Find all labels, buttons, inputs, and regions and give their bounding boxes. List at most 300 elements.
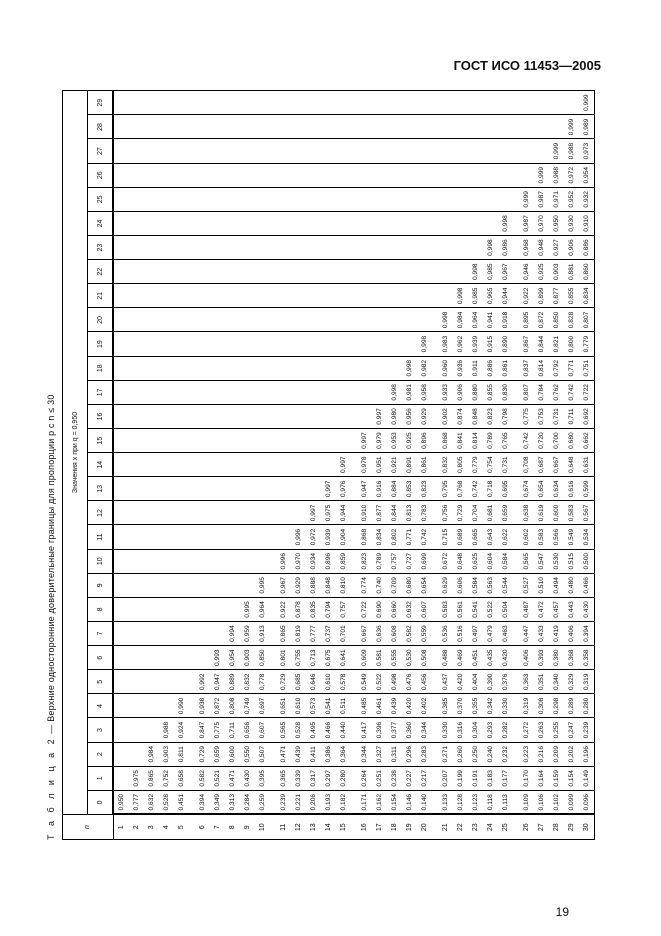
value-cell xyxy=(291,284,306,308)
value-cell xyxy=(159,597,174,621)
value-cell: 0,634 xyxy=(549,477,564,501)
value-cell: 0,789 xyxy=(372,549,387,573)
value-cell: 0,982 xyxy=(417,356,432,380)
column-header: 24 xyxy=(88,211,114,235)
value-cell: 0,583 xyxy=(432,597,453,621)
value-cell: 0,834 xyxy=(372,525,387,549)
value-cell: 0,888 xyxy=(306,573,321,597)
value-cell xyxy=(129,284,144,308)
table-row xyxy=(513,91,534,840)
value-cell xyxy=(159,501,174,525)
value-cell: 0,988 xyxy=(159,718,174,742)
value-cell: 0,559 xyxy=(417,622,432,646)
value-cell: 0,922 xyxy=(513,284,534,308)
row-n-cell: 4 xyxy=(159,815,174,840)
value-cell xyxy=(174,573,189,597)
value-cell xyxy=(189,308,210,332)
value-cell xyxy=(321,404,336,428)
table-row xyxy=(351,91,372,840)
value-cell: 0,280 xyxy=(579,694,595,718)
value-cell: 0,956 xyxy=(402,404,417,428)
value-cell xyxy=(174,525,189,549)
value-cell xyxy=(174,332,189,356)
value-cell: 0,939 xyxy=(468,332,483,356)
value-cell xyxy=(387,139,402,163)
value-cell: 0,654 xyxy=(534,477,549,501)
value-cell xyxy=(113,429,129,453)
table-row xyxy=(113,91,129,840)
value-cell xyxy=(270,501,291,525)
value-cell xyxy=(336,429,351,453)
value-cell xyxy=(129,380,144,404)
value-cell: 0,997 xyxy=(372,404,387,428)
value-cell: 0,177 xyxy=(498,766,513,790)
value-cell: 0,998 xyxy=(498,211,513,235)
value-cell: 0,740 xyxy=(372,573,387,597)
value-cell xyxy=(453,91,468,115)
value-cell: 0,975 xyxy=(321,501,336,525)
value-cell: 0,417 xyxy=(351,718,372,742)
value-cell xyxy=(387,260,402,284)
value-cell xyxy=(144,477,159,501)
value-cell: 0,998 xyxy=(483,236,498,260)
value-cell: 0,411 xyxy=(306,742,321,766)
column-header: 29 xyxy=(88,91,114,115)
value-cell xyxy=(144,284,159,308)
value-cell xyxy=(483,115,498,139)
value-cell: 0,439 xyxy=(291,742,306,766)
value-cell xyxy=(159,646,174,670)
value-cell: 0,170 xyxy=(513,766,534,790)
value-cell xyxy=(387,332,402,356)
value-cell: 0,440 xyxy=(336,718,351,742)
value-cell xyxy=(291,236,306,260)
value-cell xyxy=(291,163,306,187)
value-cell xyxy=(240,139,255,163)
value-cell xyxy=(336,211,351,235)
value-cell: 0,511 xyxy=(336,694,351,718)
value-cell xyxy=(174,429,189,453)
value-cell: 0,918 xyxy=(498,308,513,332)
value-cell xyxy=(129,211,144,235)
value-cell xyxy=(336,236,351,260)
value-cell: 0,988 xyxy=(549,163,564,187)
value-cell: 0,903 xyxy=(159,742,174,766)
value-cell xyxy=(144,308,159,332)
value-cell: 0,330 xyxy=(498,694,513,718)
value-cell: 0,216 xyxy=(534,742,549,766)
value-cell xyxy=(468,187,483,211)
value-cell xyxy=(270,284,291,308)
value-cell: 0,146 xyxy=(402,790,417,814)
value-cell: 0,936 xyxy=(453,356,468,380)
value-cell xyxy=(417,211,432,235)
value-cell xyxy=(255,549,270,573)
value-cell xyxy=(174,356,189,380)
value-cell: 0,221 xyxy=(291,790,306,814)
value-cell: 0,573 xyxy=(306,694,321,718)
value-cell: 0,360 xyxy=(402,718,417,742)
value-cell xyxy=(113,380,129,404)
value-cell: 0,989 xyxy=(579,115,595,139)
value-cell xyxy=(129,525,144,549)
value-cell xyxy=(336,187,351,211)
value-cell xyxy=(321,211,336,235)
value-cell xyxy=(513,115,534,139)
value-cell: 0,996 xyxy=(291,525,306,549)
column-header: 15 xyxy=(88,429,114,453)
value-cell xyxy=(189,356,210,380)
value-cell: 0,944 xyxy=(336,501,351,525)
value-cell: 0,765 xyxy=(498,429,513,453)
value-cell xyxy=(306,236,321,260)
row-n-cell: 2 xyxy=(129,815,144,840)
value-cell: 0,718 xyxy=(483,477,498,501)
value-cell xyxy=(372,332,387,356)
value-cell: 0,896 xyxy=(321,549,336,573)
value-cell xyxy=(159,453,174,477)
value-cell xyxy=(174,670,189,694)
value-cell xyxy=(417,284,432,308)
value-cell: 0,370 xyxy=(453,694,468,718)
value-cell xyxy=(240,356,255,380)
value-cell xyxy=(210,549,225,573)
value-cell xyxy=(144,646,159,670)
value-cell xyxy=(255,163,270,187)
value-cell: 0,933 xyxy=(432,380,453,404)
value-cell xyxy=(210,284,225,308)
value-cell: 0,983 xyxy=(432,332,453,356)
value-cell xyxy=(225,597,240,621)
value-cell: 0,855 xyxy=(564,284,579,308)
value-cell: 0,947 xyxy=(210,670,225,694)
value-cell xyxy=(174,260,189,284)
value-cell: 0,878 xyxy=(291,597,306,621)
value-cell: 0,607 xyxy=(417,597,432,621)
value-cell xyxy=(498,187,513,211)
value-cell xyxy=(144,404,159,428)
value-cell: 0,344 xyxy=(417,718,432,742)
table-row xyxy=(549,91,564,840)
value-cell xyxy=(372,308,387,332)
value-cell xyxy=(291,380,306,404)
value-cell xyxy=(432,187,453,211)
value-cell: 0,998 xyxy=(387,380,402,404)
value-cell xyxy=(144,236,159,260)
value-cell xyxy=(336,404,351,428)
value-cell xyxy=(174,187,189,211)
value-cell xyxy=(255,115,270,139)
value-cell: 0,293 xyxy=(483,718,498,742)
value-cell: 0,911 xyxy=(468,356,483,380)
value-cell: 0,821 xyxy=(549,332,564,356)
value-cell: 0,778 xyxy=(255,670,270,694)
row-n-cell: 26 xyxy=(513,815,534,840)
value-cell xyxy=(306,380,321,404)
value-cell: 0,437 xyxy=(432,670,453,694)
value-cell xyxy=(402,115,417,139)
value-cell: 0,988 xyxy=(564,139,579,163)
value-cell: 0,251 xyxy=(372,766,387,790)
value-cell: 0,896 xyxy=(417,429,432,453)
value-cell: 0,742 xyxy=(513,429,534,453)
value-cell xyxy=(291,211,306,235)
table-row xyxy=(270,91,291,840)
value-cell: 0,209 xyxy=(549,742,564,766)
value-cell xyxy=(549,115,564,139)
value-cell xyxy=(129,646,144,670)
value-cell: 0,895 xyxy=(513,308,534,332)
value-cell: 0,906 xyxy=(453,380,468,404)
value-cell: 0,206 xyxy=(306,790,321,814)
value-cell: 0,550 xyxy=(240,742,255,766)
value-cell xyxy=(129,308,144,332)
value-cell: 0,959 xyxy=(240,622,255,646)
value-cell: 0,419 xyxy=(549,622,564,646)
value-cell xyxy=(372,115,387,139)
value-cell: 0,994 xyxy=(225,622,240,646)
column-header: 14 xyxy=(88,453,114,477)
value-cell: 0,636 xyxy=(372,622,387,646)
value-cell xyxy=(351,284,372,308)
value-cell: 0,406 xyxy=(513,646,534,670)
column-header: 26 xyxy=(88,163,114,187)
value-cell: 0,646 xyxy=(306,670,321,694)
document-code: ГОСТ ИСО 11453—2005 xyxy=(453,58,601,73)
value-cell: 0,667 xyxy=(549,453,564,477)
value-cell xyxy=(210,260,225,284)
value-cell: 0,998 xyxy=(453,284,468,308)
value-cell xyxy=(534,139,549,163)
value-cell xyxy=(240,236,255,260)
value-cell xyxy=(189,404,210,428)
value-cell xyxy=(432,139,453,163)
value-cell: 0,997 xyxy=(321,477,336,501)
value-cell: 0,402 xyxy=(417,694,432,718)
value-cell: 0,953 xyxy=(387,429,402,453)
value-cell xyxy=(225,525,240,549)
value-cell: 0,282 xyxy=(498,718,513,742)
value-cell: 0,358 xyxy=(579,646,595,670)
value-cell xyxy=(113,646,129,670)
column-header: 7 xyxy=(88,622,114,646)
value-cell xyxy=(372,139,387,163)
value-cell xyxy=(351,187,372,211)
value-cell: 0,102 xyxy=(549,790,564,814)
value-cell: 0,837 xyxy=(513,356,534,380)
value-cell xyxy=(417,163,432,187)
table-row xyxy=(321,91,336,840)
value-cell: 0,865 xyxy=(270,622,291,646)
value-cell: 0,902 xyxy=(432,404,453,428)
value-cell xyxy=(225,139,240,163)
value-cell: 0,979 xyxy=(372,429,387,453)
column-header: 16 xyxy=(88,404,114,428)
column-header: 5 xyxy=(88,670,114,694)
value-cell xyxy=(210,332,225,356)
value-cell xyxy=(210,236,225,260)
value-cell xyxy=(255,139,270,163)
value-cell: 0,868 xyxy=(432,429,453,453)
value-cell xyxy=(113,573,129,597)
value-cell: 0,471 xyxy=(225,766,240,790)
value-cell: 0,972 xyxy=(306,525,321,549)
value-cell xyxy=(291,453,306,477)
value-cell: 0,368 xyxy=(564,646,579,670)
row-n-cell: 24 xyxy=(483,815,498,840)
row-n-cell: 25 xyxy=(498,815,513,840)
value-cell: 0,998 xyxy=(402,356,417,380)
column-header: 12 xyxy=(88,501,114,525)
value-cell: 0,396 xyxy=(372,718,387,742)
value-cell: 0,355 xyxy=(468,694,483,718)
value-cell xyxy=(113,670,129,694)
value-cell xyxy=(240,549,255,573)
value-cell xyxy=(372,356,387,380)
value-cell xyxy=(210,501,225,525)
value-cell: 0,472 xyxy=(534,597,549,621)
value-cell xyxy=(291,308,306,332)
value-cell: 0,841 xyxy=(453,429,468,453)
value-cell: 0,753 xyxy=(534,404,549,428)
table-row xyxy=(291,91,306,840)
value-cell xyxy=(159,380,174,404)
value-cell: 0,685 xyxy=(291,670,306,694)
value-cell: 0,731 xyxy=(498,453,513,477)
column-header: 10 xyxy=(88,549,114,573)
value-cell: 0,960 xyxy=(432,356,453,380)
table-caption xyxy=(40,90,62,840)
value-cell: 0,997 xyxy=(306,501,321,525)
value-cell: 0,998 xyxy=(432,308,453,332)
value-cell: 0,783 xyxy=(417,501,432,525)
value-cell xyxy=(468,211,483,235)
column-header: 19 xyxy=(88,332,114,356)
row-n-cell: 21 xyxy=(432,815,453,840)
table-row xyxy=(336,91,351,840)
value-cell xyxy=(255,429,270,453)
value-cell xyxy=(291,404,306,428)
value-cell: 0,999 xyxy=(564,115,579,139)
value-cell: 0,159 xyxy=(549,766,564,790)
value-cell xyxy=(129,718,144,742)
value-cell: 0,284 xyxy=(240,790,255,814)
value-cell xyxy=(240,380,255,404)
value-cell: 0,807 xyxy=(579,308,595,332)
value-cell: 0,998 xyxy=(468,260,483,284)
value-cell xyxy=(432,284,453,308)
value-cell: 0,859 xyxy=(336,549,351,573)
value-cell xyxy=(255,356,270,380)
value-cell xyxy=(174,597,189,621)
value-cell xyxy=(387,91,402,115)
value-cell: 0,239 xyxy=(270,790,291,814)
value-cell xyxy=(225,236,240,260)
table-row xyxy=(468,91,483,840)
value-cell xyxy=(174,115,189,139)
value-cell xyxy=(189,211,210,235)
row-n-cell: 29 xyxy=(564,815,579,840)
value-cell: 0,742 xyxy=(564,380,579,404)
value-cell xyxy=(113,622,129,646)
column-header: 2 xyxy=(88,742,114,766)
values-super-header: Значения x при q = 0,950 xyxy=(63,91,88,815)
row-n-cell: 10 xyxy=(255,815,270,840)
value-cell xyxy=(144,380,159,404)
value-cell xyxy=(189,453,210,477)
value-cell xyxy=(225,429,240,453)
value-cell: 0,950 xyxy=(549,211,564,235)
value-cell xyxy=(321,429,336,453)
value-cell: 0,925 xyxy=(402,429,417,453)
value-cell xyxy=(270,477,291,501)
value-cell xyxy=(210,573,225,597)
value-cell xyxy=(189,597,210,621)
value-cell: 0,946 xyxy=(513,260,534,284)
value-cell: 0,494 xyxy=(549,573,564,597)
value-cell: 0,929 xyxy=(417,404,432,428)
value-cell: 0,280 xyxy=(336,766,351,790)
value-cell: 0,774 xyxy=(351,573,372,597)
value-cell: 0,880 xyxy=(468,380,483,404)
value-cell xyxy=(159,260,174,284)
value-cell: 0,742 xyxy=(468,477,483,501)
value-cell: 0,720 xyxy=(534,429,549,453)
n-column-header: n xyxy=(63,815,114,840)
value-cell xyxy=(255,236,270,260)
value-cell xyxy=(113,308,129,332)
column-header: 23 xyxy=(88,236,114,260)
column-header: 1 xyxy=(88,766,114,790)
value-cell: 0,602 xyxy=(513,525,534,549)
value-cell xyxy=(402,187,417,211)
value-cell: 0,154 xyxy=(387,790,402,814)
value-cell: 0,807 xyxy=(513,380,534,404)
value-cell xyxy=(270,380,291,404)
value-cell xyxy=(129,597,144,621)
value-cell xyxy=(321,163,336,187)
value-cell: 0,377 xyxy=(387,718,402,742)
value-cell xyxy=(255,260,270,284)
value-cell xyxy=(129,477,144,501)
value-cell: 0,727 xyxy=(402,549,417,573)
value-cell: 0,964 xyxy=(255,597,270,621)
value-cell xyxy=(255,187,270,211)
value-cell xyxy=(159,163,174,187)
value-cell: 0,238 xyxy=(387,766,402,790)
value-cell xyxy=(351,260,372,284)
value-cell: 0,239 xyxy=(579,718,595,742)
value-cell: 0,794 xyxy=(321,597,336,621)
value-cell xyxy=(113,91,129,115)
value-cell xyxy=(387,308,402,332)
value-cell: 0,344 xyxy=(351,742,372,766)
value-cell xyxy=(225,115,240,139)
value-cell: 0,547 xyxy=(534,549,549,573)
value-cell: 0,819 xyxy=(291,622,306,646)
value-cell xyxy=(372,260,387,284)
table-row xyxy=(189,91,210,840)
column-header: 28 xyxy=(88,115,114,139)
value-cell: 0,700 xyxy=(549,429,564,453)
value-cell: 0,541 xyxy=(321,694,336,718)
value-cell xyxy=(483,211,498,235)
value-cell xyxy=(144,622,159,646)
value-cell: 0,976 xyxy=(336,477,351,501)
value-cell xyxy=(225,356,240,380)
value-cell: 0,504 xyxy=(498,597,513,621)
value-cell xyxy=(468,91,483,115)
